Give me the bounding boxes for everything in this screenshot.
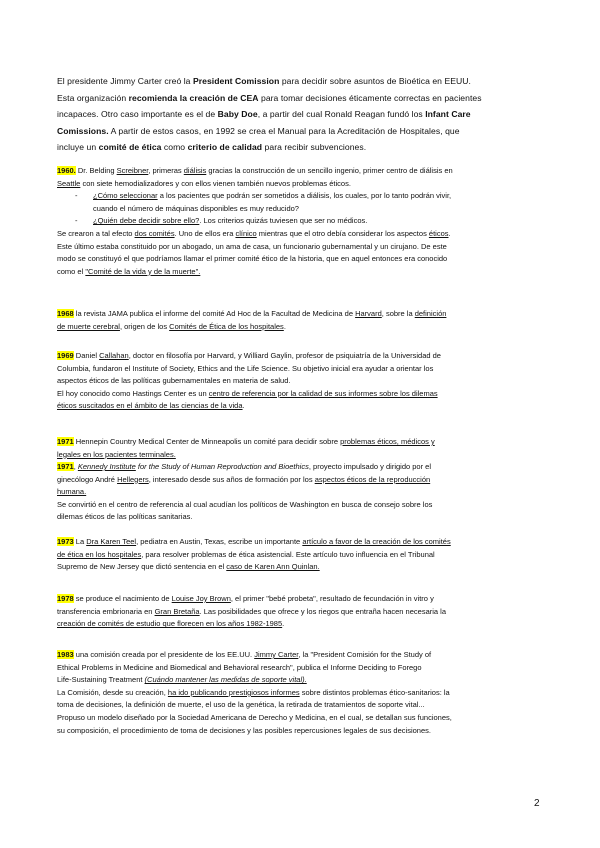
section-1960: 1960. Dr. Belding Screibner, primeras diálisis gracias la construcción de un sencillo ingenio, primer centro de diálisis en Seattle con siete hemodializadores y con ellos vienen también nuevos problemas éticos. - ¿Cómo seleccionar a los pacientes que podrán ser sometidos a diálisis, los cuales, por lo tanto podrán vivir, cuando el número de máquinas disponibles es muy reducido? - ¿Quién debe decidir sobre ello?. Los criterios quizás tuviesen que ser no médicos. Se crearon a tal efecto dos comités. Uno de ellos era clínico mientras que el otro debía considerar los aspectos éticos. Este último estaba constituido por un abogado, un ama de casa, un funcionario gubernamental y un cirujano. De este modo se constituyó el que podríamos llamar el primer comité ético de la historia, que en aquel entonces era conocido como el "Comité de la vida y de la muerte". (57, 165, 545, 278)
year-badge-1978: 1978 (57, 594, 74, 603)
year-badge-1968: 1968 (57, 309, 74, 318)
section-1983: 1983 una comisión creada por el presidente de los EE.UU. Jimmy Carter, la "President Comisión for the Study of Ethical Problems in Medicine and Biomedical and Behavioral research", publica el Informe Deciding to Forego Life-Sustaining Treatment (Cuándo mantener las medidas de soporte vital). La Comisión, desde su creación, ha ido publicando prestigiosos informes sobre distintos problemas ético-sanitarios: la toma de decisiones, la definición de muerte, el uso de la genética, la retirada de tratamientos de soporte vital... Propuso un modelo diseñado por la Sociedad Americana de Derecho y Medicina, en el cual, se detallan sus funciones, su composición, el procedimiento de toma de decisiones y las posibles repercusiones legales de sus decisiones. (57, 650, 452, 735)
page-number: 2 (534, 798, 540, 809)
section-1971-hennepin: 1971 Hennepin Country Medical Center de Minneapolis un comité para decidir sobre problemas éticos, médicos y legales en los pacientes terminales. (57, 437, 435, 459)
section-1971-kennedy: 1971, Kennedy Institute for the Study of Human Reproduction and Bioethics, proyecto impulsado y dirigido por el ginecólogo André Hellegers, interesado desde sus años de formación por los aspectos éticos de la reproducción humana. Se convirtió en el centro de referencia al cual acudían los políticos de Washington en busca de consejo sobre los dilemas éticos de las políticas sanitarias. (57, 462, 433, 522)
year-badge-1971b: 1971 (57, 462, 74, 471)
section-1978: 1978 se produce el nacimiento de Louise Joy Brown, el primer "bebé probeta", resultado de fecundación in vitro y transferencia embrionaria en Gran Bretaña. Las posibilidades que ofrece y los riegos que entraña hacen necesaria la creación de comités de estudio que florecen en los años 1982-1985. (57, 594, 447, 629)
list-item: - ¿Cómo seleccionar a los pacientes que podrán ser sometidos a diálisis, los cuales, por lo tanto podrán vivir, (75, 191, 452, 201)
year-badge-1960: 1960. (57, 166, 76, 175)
year-badge-1971: 1971 (57, 437, 74, 446)
section-1969: 1969 Daniel Callahan, doctor en filosofía por Harvard, y Williard Gaylin, profesor de psiquiatría de la Universidad de Columbia, fundaron el Institute of Society, Ethics and the Life Science. Su objetivo inicial era ayudar a orientar los aspectos éticos de las políticas gubernamentales en materia de salud. El hoy conocido como Hastings Center es un centro de referencia por la calidad de sus informes sobre los dilemas éticos suscitados en el ámbito de las ciencias de la vida. (57, 351, 441, 411)
intro-paragraph: El presidente Jimmy Carter creó la President Comission para decidir sobre asuntos de Bioética en EEUU. Esta organización recomienda la creación de CEA para tomar decisiones éticamente correctas en pacientes incapaces. Otro caso importante es el de Baby Doe, a partir del cual Ronald Reagan fundó los Infant Care Comissions. A partir de estos casos, en 1992 se crea el Manual para la Acreditación de Hospitales, que incluye un comité de ética como criterio de calidad para recibir subvenciones. (57, 76, 482, 153)
year-badge-1973: 1973 (57, 537, 74, 546)
section-1973: 1973 La Dra Karen Teel, pediatra en Austin, Texas, escribe un importante artículo a favor de la creación de los comités de ética en los hospitales, para resolver problemas de ética asistencial. Este artículo tuvo influencia en el Tribunal Supremo de New Jersey que dictó sentencia en el caso de Karen Ann Quinlan. (57, 537, 451, 572)
section-1968: 1968 la revista JAMA publica el informe del comité Ad Hoc de la Facultad de Medicina de Harvard, sobre la definición de muerte cerebral, origen de los Comités de Ética de los hospitales. (57, 309, 447, 331)
year-badge-1969: 1969 (57, 351, 74, 360)
list-item: - ¿Quién debe decidir sobre ello?. Los criterios quizás tuviesen que ser no médicos. (75, 216, 368, 226)
year-badge-1983: 1983 (57, 650, 74, 659)
